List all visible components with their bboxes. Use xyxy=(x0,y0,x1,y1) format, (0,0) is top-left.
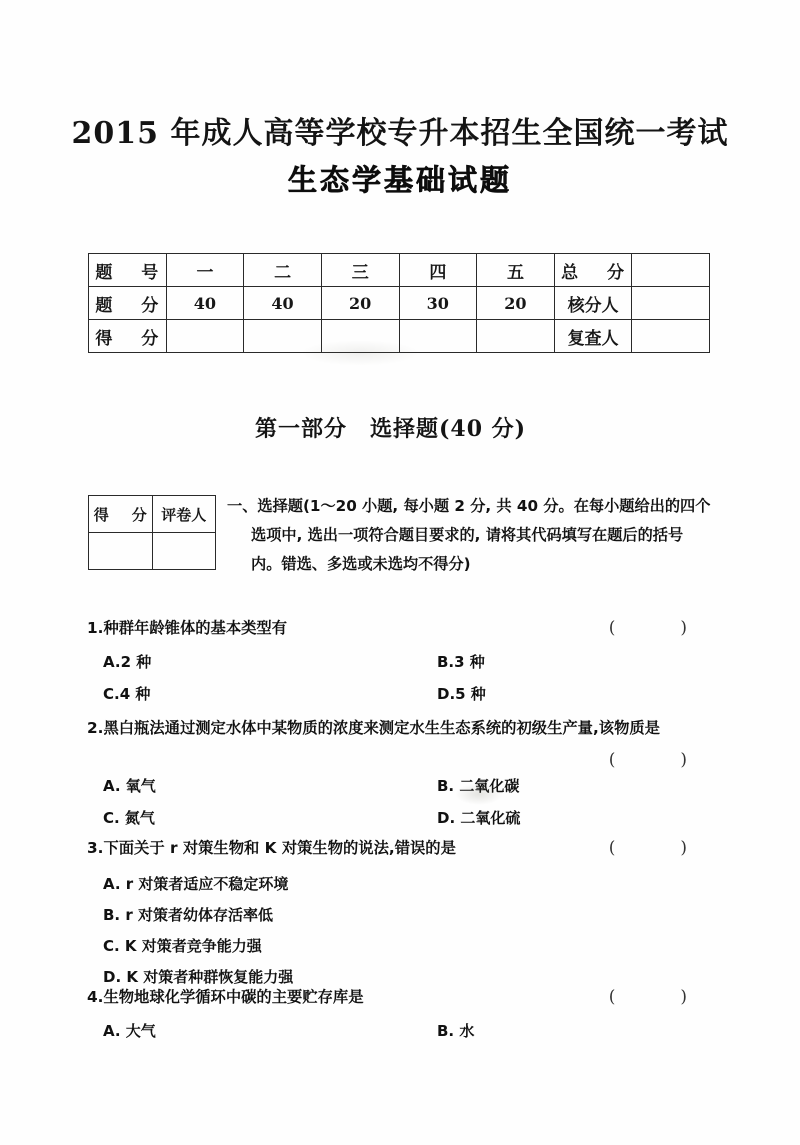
option-d[interactable]: D. 二氧化硫 xyxy=(437,809,521,827)
score-cell: 一 xyxy=(166,254,244,287)
instruction-line-3: 内。错选、多选或未选均不得分) xyxy=(251,555,471,573)
answer-blank[interactable]: ( ) xyxy=(608,838,711,858)
score-cell: 二 xyxy=(244,254,322,287)
option-c[interactable]: C.4 种 xyxy=(103,685,151,703)
score-cell[interactable] xyxy=(166,320,244,353)
question-2 xyxy=(87,715,711,839)
table-row xyxy=(89,254,710,287)
score-cell[interactable] xyxy=(399,320,477,353)
score-cell: 五 xyxy=(477,254,555,287)
question-stem-text: 2.黑白瓶法通过测定水体中某物质的浓度来测定水生生态系统的初级生产量,该物质是 xyxy=(87,719,660,737)
score-row-label: 题 分 xyxy=(89,287,167,320)
option-b[interactable]: B.3 种 xyxy=(437,653,485,671)
grader-score-box xyxy=(88,495,216,570)
score-cell[interactable] xyxy=(244,320,322,353)
score-row-label: 题 号 xyxy=(89,254,167,287)
score-cell: 40 xyxy=(244,287,322,320)
option-b[interactable]: B. 二氧化碳 xyxy=(437,777,520,795)
answer-blank[interactable]: ( ) xyxy=(608,987,711,1007)
table-row xyxy=(89,287,710,320)
table-row xyxy=(89,496,216,533)
answer-blank[interactable]: ( ) xyxy=(608,618,711,638)
instruction-line-2: 选项中, 选出一项符合题目要求的, 请将其代码填写在题后的括号 xyxy=(251,526,684,544)
score-cell: 20 xyxy=(321,287,399,320)
question-stem xyxy=(87,835,711,861)
option-a[interactable]: A. r 对策者适应不稳定环境 xyxy=(103,875,289,893)
option-row xyxy=(87,683,711,715)
option-a[interactable]: A. 氧气 xyxy=(103,777,156,795)
option-d[interactable]: D.5 种 xyxy=(437,685,486,703)
option-b[interactable]: B. r 对策者幼体存活率低 xyxy=(103,906,273,924)
score-row-label: 得 分 xyxy=(89,320,167,353)
score-summary-value[interactable] xyxy=(632,287,710,320)
score-cell: 40 xyxy=(166,287,244,320)
page-title: 2015 年成人高等学校专升本招生全国统一考试 xyxy=(71,116,729,151)
score-cell[interactable] xyxy=(477,320,555,353)
answer-blank[interactable]: ( ) xyxy=(608,750,711,770)
option-row xyxy=(87,1020,711,1052)
option-d[interactable]: D. K 对策者种群恢复能力强 xyxy=(103,968,294,986)
option-a[interactable]: A. 大气 xyxy=(103,1022,156,1040)
option-c[interactable]: C. 氮气 xyxy=(103,809,155,827)
score-cell: 四 xyxy=(399,254,477,287)
score-cell: 30 xyxy=(399,287,477,320)
question-1 xyxy=(87,615,711,715)
score-summary-value[interactable] xyxy=(632,254,710,287)
table-row xyxy=(89,320,710,353)
question-stem xyxy=(87,984,711,1010)
question-4 xyxy=(87,984,711,1052)
question-stem-text: 3.下面关于 r 对策生物和 K 对策生物的说法,错误的是 xyxy=(87,839,456,857)
question-stem xyxy=(87,615,711,641)
instruction-line-1: 一、选择题(1～20 小题, 每小题 2 分, 共 40 分。在每小题给出的四个 xyxy=(227,497,711,515)
section-instruction xyxy=(227,492,711,579)
question-stem-text: 4.生物地球化学循环中碳的主要贮存库是 xyxy=(87,988,364,1006)
table-row xyxy=(89,533,216,570)
grader-name-value[interactable] xyxy=(152,533,216,570)
option-c[interactable]: C. K 对策者竞争能力强 xyxy=(103,937,262,955)
answer-blank-row xyxy=(87,741,711,771)
option-b[interactable]: B. 水 xyxy=(437,1022,475,1040)
grader-score-label: 得 分 xyxy=(89,496,153,533)
score-summary-label: 复查人 xyxy=(554,320,632,353)
option-row xyxy=(87,651,711,683)
option-list xyxy=(87,869,711,993)
score-summary-label: 总 分 xyxy=(554,254,632,287)
grader-score-value[interactable] xyxy=(89,533,153,570)
option-a[interactable]: A.2 种 xyxy=(103,653,152,671)
score-summary-label: 核分人 xyxy=(554,287,632,320)
option-row xyxy=(87,775,711,807)
score-cell: 20 xyxy=(477,287,555,320)
question-stem-text: 1.种群年龄锥体的基本类型有 xyxy=(87,619,288,637)
page-subtitle: 生态学基础试题 xyxy=(287,163,512,197)
question-stem xyxy=(87,715,711,741)
score-cell[interactable] xyxy=(321,320,399,353)
score-cell: 三 xyxy=(321,254,399,287)
score-summary-value[interactable] xyxy=(632,320,710,353)
grader-name-label: 评卷人 xyxy=(152,496,216,533)
score-summary-table xyxy=(88,253,710,353)
question-3 xyxy=(87,835,711,993)
part-heading: 第一部分 选择题(40 分) xyxy=(255,416,527,442)
